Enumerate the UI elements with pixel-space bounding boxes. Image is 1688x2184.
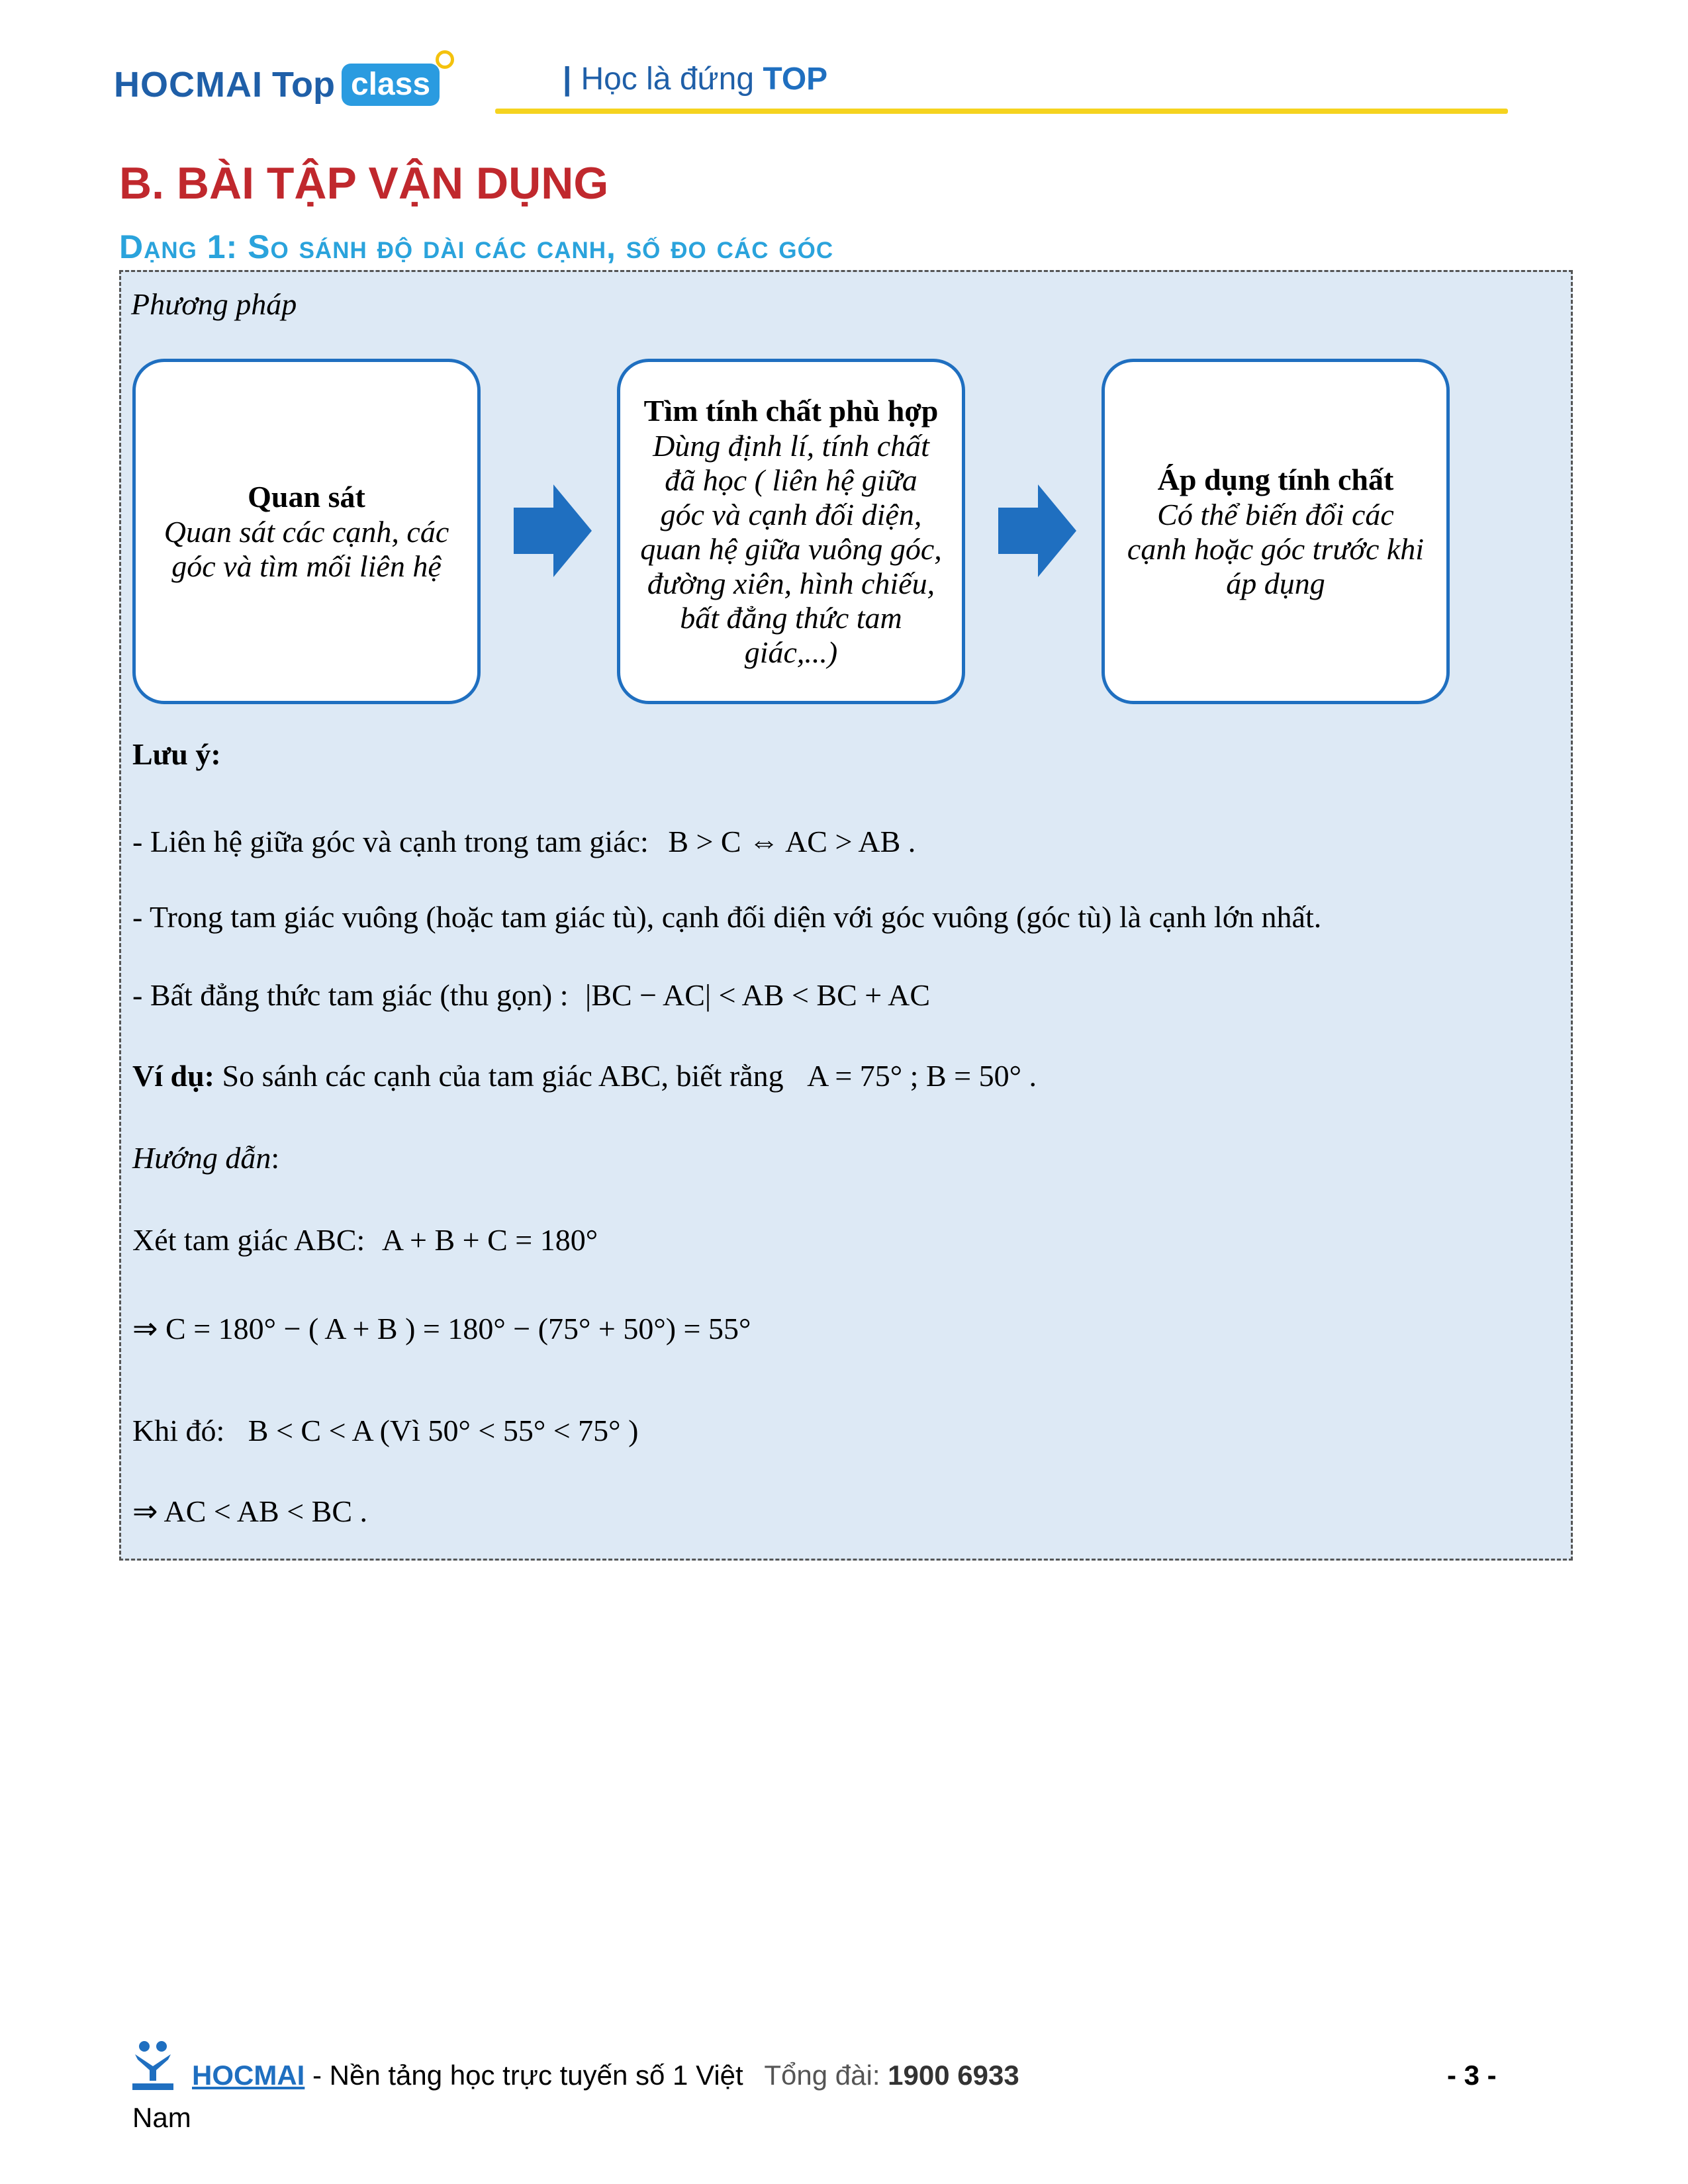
header-divider: [495, 109, 1508, 114]
note-1: - Liên hệ giữa góc và cạnh trong tam giác: B > C ⇔ AC > AB .: [132, 825, 916, 858]
solution-line-1-text: Xét tam giác ABC:: [132, 1223, 365, 1257]
card-find-property: [617, 359, 965, 704]
footer-brand-link[interactable]: HOCMAI: [192, 2060, 305, 2091]
card-title: Áp dụng tính chất: [1157, 463, 1394, 496]
footer-text: [192, 2060, 1019, 2091]
dang-title: Dạng 1: So sánh độ dài các cạnh, số đo các góc: [119, 228, 834, 265]
note-3-math: |BC − AC| < AB < BC + AC: [585, 978, 931, 1012]
brand-class-badge: [342, 64, 440, 106]
card-desc: Dùng định lí, tính chất đã học ( liên hệ giữa góc và cạnh đối diện, quan hệ giữa vuông góc, đường xiên, hình chiếu, bất đẳng thức tam giác,...): [640, 429, 942, 669]
footer-nam: Nam: [132, 2102, 191, 2133]
arrow-right-icon: [514, 484, 592, 577]
solution-line-4-math: ⇒ AC < AB < BC: [132, 1494, 353, 1528]
tagline: [563, 61, 827, 97]
solution-line-1: [132, 1222, 598, 1259]
note-3: [132, 977, 930, 1014]
footer-hotline-label: Tổng đài:: [764, 2060, 888, 2091]
tagline-top: TOP: [763, 62, 828, 97]
note-3-text: - Bất đẳng thức tam giác (thu gọn) :: [132, 978, 569, 1012]
solution-line-4: ⇒ AC < AB < BC .: [132, 1494, 368, 1528]
solution-line-3-math: B < C < A (Vì 50° < 55° < 75° ): [248, 1414, 639, 1447]
tagline-bar: |: [563, 62, 572, 97]
card-desc: Quan sát các cạnh, các góc và tìm mối liên hệ: [164, 515, 449, 583]
guide-label-text: Hướng dẫn: [132, 1141, 271, 1175]
hocmai-logo-icon: [130, 2040, 176, 2091]
brand-class-text: class: [350, 67, 431, 102]
brand-logo: [114, 58, 440, 111]
card-title: Quan sát: [248, 480, 365, 514]
footer-hotline: 1900 6933: [888, 2060, 1019, 2091]
tagline-text: Học là đứng: [581, 62, 763, 97]
card-desc: Có thể biến đổi các cạnh hoặc góc trước khi áp dụng: [1127, 498, 1425, 600]
section-title: B. BÀI TẬP VẬN DỤNG: [119, 158, 609, 208]
card-title: Tìm tính chất phù hợp: [643, 394, 939, 428]
arrow-right-icon: [998, 484, 1076, 577]
brand-top: Top: [271, 65, 335, 105]
example: Ví dụ: So sánh các cạnh của tam giác ABC, biết rằng A = 75° ; B = 50° .: [132, 1059, 1037, 1093]
card-apply-property: [1102, 359, 1450, 704]
example-math: A = 75° ; B = 50°: [807, 1059, 1021, 1093]
note-label: Lưu ý:: [132, 737, 221, 771]
example-label: Ví dụ:: [132, 1059, 214, 1093]
solution-line-1-math: A + B + C = 180°: [381, 1223, 598, 1257]
guide-label: Hướng dẫn:: [132, 1141, 280, 1175]
example-text: So sánh các cạnh của tam giác ABC, biết rằng: [222, 1059, 784, 1093]
note-1-text: - Liên hệ giữa góc và cạnh trong tam giác:: [132, 825, 649, 858]
method-label: Phương pháp: [131, 287, 297, 321]
brand-hocmai: HOCMAI: [114, 65, 263, 105]
sun-icon: [436, 50, 454, 69]
note-2: - Trong tam giác vuông (hoặc tam giác tù), cạnh đối diện với góc vuông (góc tù) là cạnh lớn nhất.: [132, 900, 1322, 934]
page-number: - 3 -: [1447, 2060, 1497, 2091]
card-observe: [132, 359, 481, 704]
solution-line-3-text: Khi đó:: [132, 1414, 225, 1447]
solution-line-2: ⇒ C = 180° − ( A + B ) = 180° − (75° + 50°) = 55°: [132, 1312, 751, 1345]
solution-line-3: [132, 1412, 638, 1449]
footer-tagline: - Nền tảng học trực tuyến số 1 Việt: [305, 2060, 743, 2091]
note-1-math: B > C ⇔ AC > AB: [668, 825, 901, 858]
